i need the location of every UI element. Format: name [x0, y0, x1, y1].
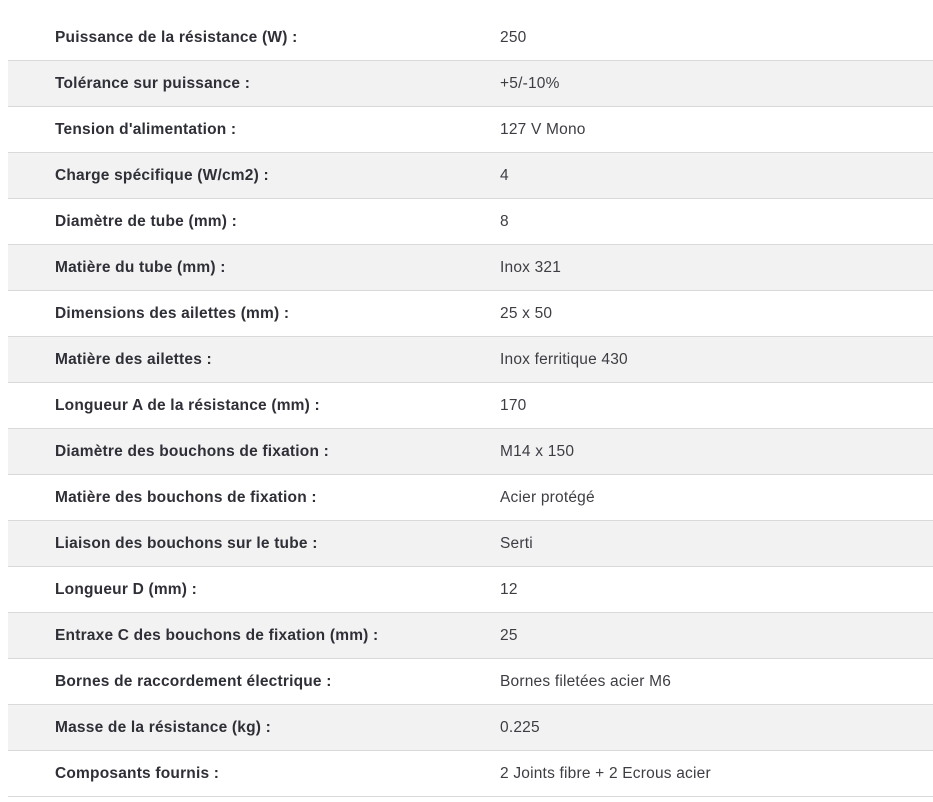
spec-label: Matière du tube (mm) : [55, 258, 226, 276]
spec-table-row [8, 153, 933, 199]
spec-value: Serti [500, 534, 533, 552]
spec-value: 25 [500, 626, 518, 644]
spec-table-row [8, 521, 933, 567]
spec-value: 170 [500, 396, 527, 414]
spec-label: Masse de la résistance (kg) : [55, 718, 272, 736]
spec-table-row [8, 751, 933, 797]
spec-label: Composants fournis : [55, 764, 220, 782]
spec-table-row [8, 567, 933, 613]
spec-label: Entraxe C des bouchons de fixation (mm) : [55, 626, 379, 644]
spec-table-row [8, 291, 933, 337]
spec-value: 4 [500, 166, 509, 184]
spec-value: Acier protégé [500, 488, 595, 506]
spec-table-row [8, 429, 933, 475]
spec-value: M14 x 150 [500, 442, 575, 460]
spec-label: Charge spécifique (W/cm2) : [55, 166, 269, 184]
spec-table-row [8, 15, 933, 61]
spec-value: 2 Joints fibre + 2 Ecrous acier [500, 764, 711, 782]
spec-label: Tolérance sur puissance : [55, 74, 251, 92]
spec-value: +5/-10% [500, 74, 560, 92]
spec-value: 250 [500, 28, 527, 46]
spec-table-row [8, 199, 933, 245]
spec-table-row [8, 107, 933, 153]
spec-label: Diamètre de tube (mm) : [55, 212, 238, 230]
spec-value: 25 x 50 [500, 304, 553, 322]
spec-table-row [8, 383, 933, 429]
spec-value: 12 [500, 580, 518, 598]
spec-table-row [8, 337, 933, 383]
spec-table-row [8, 245, 933, 291]
spec-value: Inox ferritique 430 [500, 350, 628, 368]
specification-table [8, 15, 933, 797]
spec-value: Inox 321 [500, 258, 562, 276]
spec-table-row [8, 613, 933, 659]
spec-label: Diamètre des bouchons de fixation : [55, 442, 329, 460]
spec-value: 0.225 [500, 718, 540, 736]
spec-label: Bornes de raccordement électrique : [55, 672, 332, 690]
spec-label: Tension d'alimentation : [55, 120, 237, 138]
spec-label: Longueur A de la résistance (mm) : [55, 396, 320, 414]
spec-label: Matière des ailettes : [55, 350, 212, 368]
spec-table-row [8, 61, 933, 107]
spec-label: Longueur D (mm) : [55, 580, 198, 598]
spec-label: Puissance de la résistance (W) : [55, 28, 298, 46]
spec-label: Matière des bouchons de fixation : [55, 488, 317, 506]
spec-value: 127 V Mono [500, 120, 586, 138]
spec-label: Dimensions des ailettes (mm) : [55, 304, 290, 322]
spec-value: Bornes filetées acier M6 [500, 672, 672, 690]
spec-table-row [8, 475, 933, 521]
spec-table-row [8, 659, 933, 705]
spec-table-row [8, 705, 933, 751]
spec-value: 8 [500, 212, 509, 230]
spec-label: Liaison des bouchons sur le tube : [55, 534, 318, 552]
